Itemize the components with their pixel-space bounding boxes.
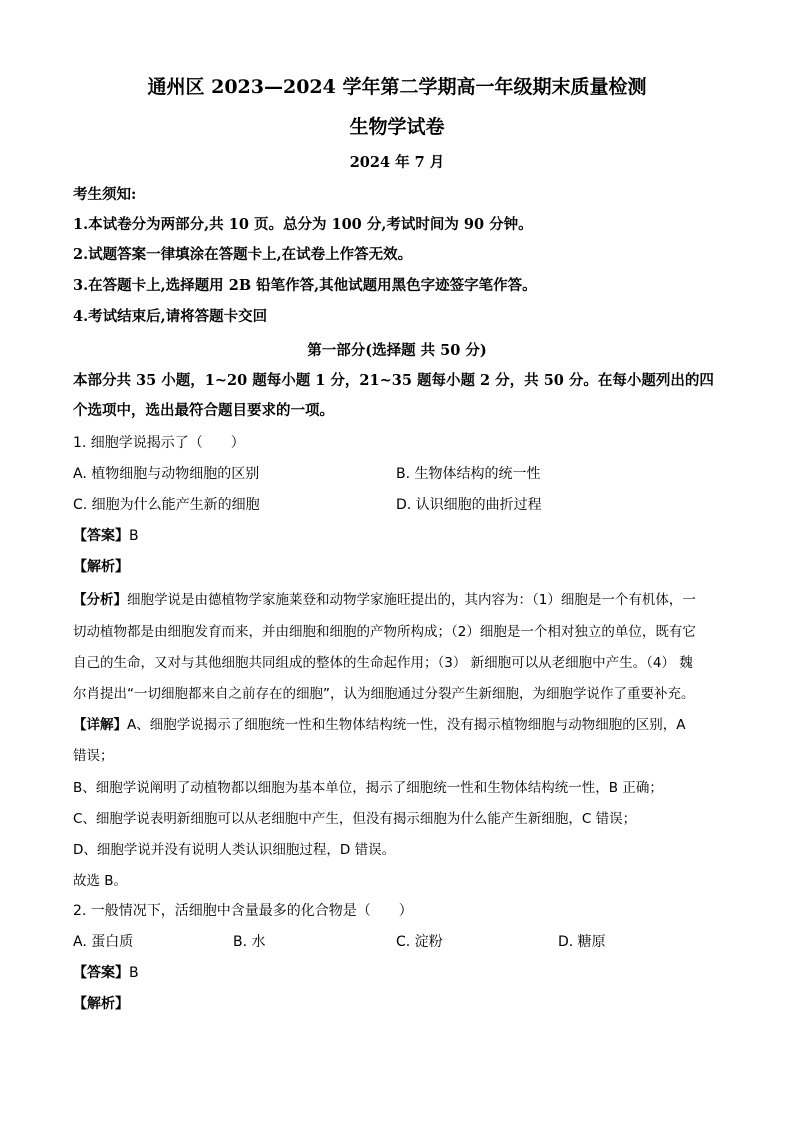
exam-subtitle: 生物学试卷	[349, 116, 445, 138]
part1-intro: 本部分共 35 小题，1~20 题每小题 1 分，21~35 题每小题 2 分，共 50 分。在每小题列出的四	[73, 372, 714, 389]
detail-line: 错误；	[73, 748, 114, 764]
exam-title: 通州区 2023—2024 学年第二学期高一年级期末质量检测	[147, 76, 647, 98]
xiangjie-tag: 【详解】	[73, 717, 127, 733]
notice-item: 2.试题答案一律填涂在答题卡上,在试卷上作答无效。	[73, 246, 413, 263]
fenxi-text: 细胞学说是由德植物学家施莱登和动物学家施旺提出的，其内容为：（1）细胞是一个有机体，一	[127, 592, 696, 608]
answer-line	[73, 525, 139, 545]
analysis-line: 自己的生命，又对与其他细胞共同组成的整体的生命起作用；（3） 新细胞可以从老细胞中产生。（4） 魏	[73, 655, 693, 671]
question-option: C. 淀粉	[396, 934, 443, 950]
answer-value: B	[129, 965, 139, 981]
question-option: B. 水	[233, 934, 266, 950]
detail-line	[73, 713, 685, 733]
notice-item: 4.考试结束后,请将答题卡交回	[73, 308, 268, 325]
answer-line	[73, 962, 139, 982]
question-option: A. 植物细胞与动物细胞的区别	[73, 466, 260, 482]
analysis-tag: 【解析】	[73, 559, 129, 575]
analysis-line: 尔肖提出“一切细胞都来自之前存在的细胞”，认为细胞通过分裂产生新细胞，为细胞学说作了重要补充。	[73, 686, 695, 702]
question-option: C. 细胞为什么能产生新的细胞	[73, 497, 260, 513]
question-stem: 1. 细胞学说揭示了（ ）	[73, 435, 245, 451]
answer-tag: 【答案】	[73, 528, 129, 544]
question-option: D. 认识细胞的曲折过程	[396, 497, 542, 513]
question-option: D. 糖原	[558, 934, 606, 950]
analysis-line: 切动植物都是由细胞发育而来，并由细胞和细胞的产物所构成；（2）细胞是一个相对独立的单位，既有它	[73, 624, 696, 640]
notice-heading: 考生须知:	[73, 186, 137, 203]
answer-tag: 【答案】	[73, 965, 129, 981]
question-stem: 2. 一般情况下，活细胞中含量最多的化合物是（ ）	[73, 903, 413, 919]
notice-item: 3.在答题卡上,选择题用 2B 铅笔作答,其他试题用黑色字迹签字笔作答。	[73, 277, 537, 294]
detail-line: B、细胞学说阐明了动植物都以细胞为基本单位，揭示了细胞统一性和生物体结构统一性，B 正确；	[73, 780, 663, 796]
part1-intro: 个选项中，选出最符合题目要求的一项。	[73, 402, 334, 419]
detail-line: D、细胞学说并没有说明人类认识细胞过程，D 错误。	[73, 842, 396, 858]
question-option: B. 生物体结构的统一性	[396, 466, 541, 482]
question-option: A. 蛋白质	[73, 934, 134, 950]
exam-date: 2024 年 7 月	[349, 154, 445, 171]
detail-line: 故选 B。	[73, 873, 128, 889]
notice-item: 1.本试卷分为两部分,共 10 页。总分为 100 分,考试时间为 90 分钟。	[73, 216, 533, 233]
xiangjie-text: A、细胞学说揭示了细胞统一性和生物体结构统一性，没有揭示植物细胞与动物细胞的区别，A	[127, 717, 686, 733]
part1-heading: 第一部分(选择题 共 50 分)	[307, 342, 487, 359]
detail-line: C、细胞学说表明新细胞可以从老细胞中产生，但没有揭示细胞为什么能产生新细胞，C 错误；	[73, 811, 637, 827]
analysis-tag: 【解析】	[73, 996, 129, 1012]
analysis-line	[73, 588, 696, 608]
answer-value: B	[129, 528, 139, 544]
fenxi-tag: 【分析】	[73, 592, 127, 608]
